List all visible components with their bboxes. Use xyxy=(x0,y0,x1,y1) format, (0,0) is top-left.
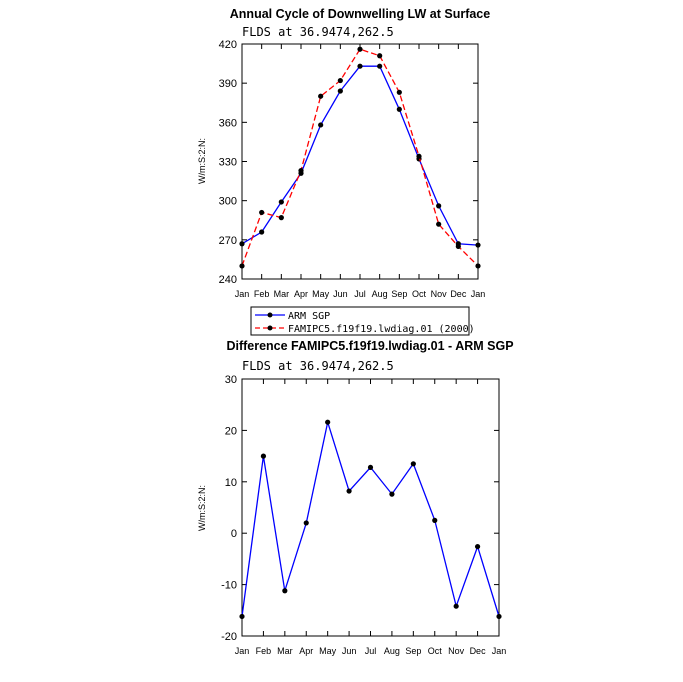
y-tick-label: 0 xyxy=(230,528,237,541)
y-tick-label: 20 xyxy=(224,425,237,438)
y-tick-label: 420 xyxy=(218,39,237,51)
data-point xyxy=(368,465,373,470)
data-point xyxy=(346,488,351,493)
data-point xyxy=(416,154,421,159)
annual-cycle-chart xyxy=(197,7,490,335)
y-axis-label: W/m:S:2:N: xyxy=(197,484,207,532)
data-point xyxy=(475,544,480,549)
chart-title: Difference FAMIPC5.f19f19.lwdiag.01 - ARM SGP xyxy=(226,339,514,353)
x-tick-label: Feb xyxy=(255,646,272,656)
plot-frame xyxy=(242,44,478,279)
x-tick-label: Apr xyxy=(299,646,314,656)
series-line-1 xyxy=(242,49,478,266)
data-point xyxy=(456,244,461,249)
plot-frame xyxy=(242,379,499,636)
data-point xyxy=(318,122,323,127)
y-tick-label: 300 xyxy=(218,195,237,208)
legend xyxy=(251,307,475,335)
data-point xyxy=(432,518,437,523)
x-tick-label: Jul xyxy=(354,289,366,299)
x-tick-label: Jun xyxy=(341,646,357,656)
x-tick-label: Mar xyxy=(273,289,290,299)
x-tick-label: May xyxy=(312,289,330,299)
y-tick-label: 270 xyxy=(218,234,237,247)
data-point xyxy=(436,222,441,227)
data-point xyxy=(357,64,362,69)
x-tick-label: Jan xyxy=(491,646,507,656)
data-point xyxy=(279,199,284,204)
chart-subtitle: FLDS at 36.9474,262.5 xyxy=(242,359,394,373)
data-point xyxy=(377,64,382,69)
x-ticks xyxy=(235,44,486,299)
data-point xyxy=(454,604,459,609)
x-tick-label: Oct xyxy=(411,289,427,299)
chart-subtitle: FLDS at 36.9474,262.5 xyxy=(242,25,394,39)
x-tick-label: Jun xyxy=(333,289,348,299)
data-point xyxy=(259,229,264,234)
x-tick-label: Nov xyxy=(448,646,465,656)
y-tick-label: -20 xyxy=(221,631,237,643)
x-tick-label: Dec xyxy=(469,646,486,656)
series-line-0 xyxy=(242,66,478,245)
x-ticks xyxy=(235,379,507,656)
x-tick-label: Oct xyxy=(427,646,442,656)
x-tick-label: Apr xyxy=(293,289,309,299)
data-point xyxy=(318,94,323,99)
x-tick-label: Aug xyxy=(383,646,400,656)
y-tick-label: 390 xyxy=(218,78,237,91)
data-point xyxy=(298,168,303,173)
x-tick-label: Jan xyxy=(234,646,250,656)
data-point xyxy=(304,520,309,525)
data-point xyxy=(496,614,501,619)
x-tick-label: Feb xyxy=(253,289,270,299)
data-point xyxy=(357,47,362,52)
data-point xyxy=(261,454,266,459)
data-point xyxy=(377,53,382,58)
difference-chart xyxy=(197,339,514,656)
data-point xyxy=(475,242,480,247)
y-ticks xyxy=(219,39,478,286)
y-tick-label: 10 xyxy=(224,476,237,489)
data-point xyxy=(239,614,244,619)
data-point xyxy=(475,263,480,268)
data-point xyxy=(282,588,287,593)
legend-marker-arm xyxy=(268,313,273,318)
y-tick-label: -10 xyxy=(221,579,237,592)
y-tick-label: 360 xyxy=(218,117,237,130)
y-tick-label: 30 xyxy=(224,374,237,386)
series-line-0 xyxy=(242,422,499,616)
data-point xyxy=(279,215,284,220)
legend-label-arm: ARM SGP xyxy=(288,311,331,322)
x-tick-label: Sep xyxy=(391,289,408,299)
x-tick-label: Sep xyxy=(405,646,422,656)
y-axis-label: W/m:S:2:N: xyxy=(197,137,207,185)
x-tick-label: Jan xyxy=(470,289,486,299)
data-point xyxy=(259,210,264,215)
series-group xyxy=(239,420,501,619)
chart-title: Annual Cycle of Downwelling LW at Surface xyxy=(229,7,491,21)
x-tick-label: Dec xyxy=(450,289,467,299)
data-point xyxy=(239,263,244,268)
y-tick-label: 330 xyxy=(218,156,237,169)
legend-marker-model xyxy=(268,326,273,331)
x-tick-label: Jan xyxy=(234,289,250,299)
x-tick-label: May xyxy=(319,646,337,656)
data-point xyxy=(411,461,416,466)
data-point xyxy=(239,241,244,246)
data-point xyxy=(325,420,330,425)
x-tick-label: Jul xyxy=(364,646,377,656)
series-group xyxy=(239,47,480,269)
data-point xyxy=(338,88,343,93)
x-tick-label: Mar xyxy=(277,646,293,656)
data-point xyxy=(389,492,394,497)
data-point xyxy=(338,78,343,83)
data-point xyxy=(397,90,402,95)
y-tick-label: 240 xyxy=(218,274,237,286)
data-point xyxy=(436,203,441,208)
data-point xyxy=(397,107,402,112)
x-tick-label: Nov xyxy=(430,289,447,299)
legend-label-model: FAMIPC5.f19f19.lwdiag.01 (2000) xyxy=(288,324,475,335)
x-tick-label: Aug xyxy=(371,289,388,299)
